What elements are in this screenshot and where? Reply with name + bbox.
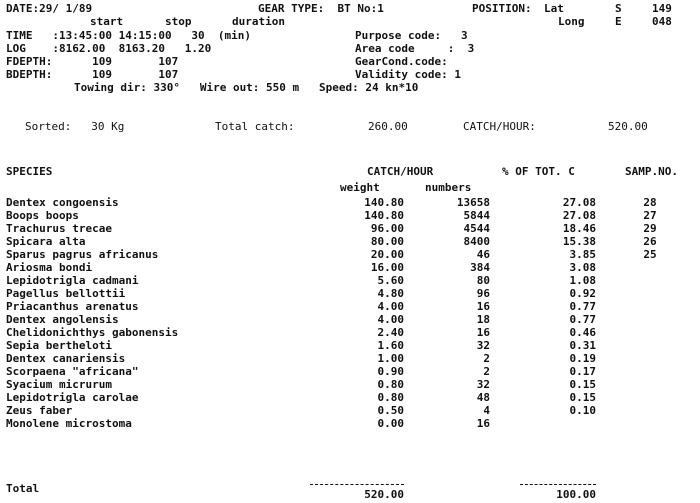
weight-value: 4.00 <box>377 313 404 326</box>
bdepth-line: BDEPTH: 109 107 <box>6 68 179 81</box>
col-pct-header: % OF TOT. C <box>502 165 575 178</box>
numbers-value: 32 <box>476 339 490 352</box>
numbers-value: 16 <box>476 417 490 430</box>
pct-value: 0.19 <box>569 352 596 365</box>
weight-value: 5.60 <box>377 274 404 287</box>
catch-hour-value: 520.00 <box>608 120 648 133</box>
species-name: Monolene microstoma <box>6 417 132 430</box>
numbers-value: 384 <box>470 261 490 274</box>
lat-label: Lat <box>544 2 564 15</box>
col-duration-label: duration <box>232 15 285 28</box>
species-name: Trachurus trecae <box>6 222 112 235</box>
pct-value: 0.77 <box>569 300 596 313</box>
pct-total-rule <box>520 484 596 485</box>
weight-value: 80.00 <box>370 235 404 248</box>
weight-value: 16.00 <box>370 261 404 274</box>
pct-value: 27.08 <box>562 209 596 222</box>
weight-value: 140.80 <box>364 209 404 222</box>
weight-value: 2.40 <box>377 326 404 339</box>
pct-value: 3.08 <box>569 261 596 274</box>
weight-value: 4.00 <box>377 300 404 313</box>
total-weight: 520.00 <box>364 488 404 501</box>
species-name: Dentex angolensis <box>6 313 119 326</box>
weight-value: 1.00 <box>377 352 404 365</box>
numbers-value: 2 <box>483 352 490 365</box>
col-stop-label: stop <box>165 15 192 28</box>
pct-value: 0.10 <box>569 404 596 417</box>
pct-value: 3.85 <box>569 248 596 261</box>
long-value: 048 <box>652 15 672 28</box>
numbers-value: 80 <box>476 274 490 287</box>
pct-value: 0.31 <box>569 339 596 352</box>
samp-no-value: 25 <box>643 248 657 261</box>
total-catch-value: 260.00 <box>368 120 408 133</box>
sorted-text: Sorted: 30 Kg <box>25 120 125 133</box>
numbers-value: 13658 <box>456 196 490 209</box>
species-name: Sepia bertheloti <box>6 339 112 352</box>
numbers-value: 16 <box>476 326 490 339</box>
gearcond-code: GearCond.code: <box>355 55 448 68</box>
towing-line: Towing dir: 330° Wire out: 550 m Speed: 24 kn*10 <box>74 81 419 94</box>
samp-no-value: 27 <box>643 209 657 222</box>
pct-value: 15.38 <box>562 235 596 248</box>
species-name: Sparus pagrus africanus <box>6 248 159 261</box>
numbers-value: 96 <box>476 287 490 300</box>
pct-value: 18.46 <box>562 222 596 235</box>
numbers-value: 2 <box>483 365 490 378</box>
species-name: Lepidotrigla carolae <box>6 391 139 404</box>
col-weight-header: weight <box>340 181 380 194</box>
species-name: Spicara alta <box>6 235 86 248</box>
gear-type-text: GEAR TYPE: BT No:1 <box>258 2 384 15</box>
total-catch-label: Total catch: <box>215 120 295 133</box>
numbers-value: 16 <box>476 300 490 313</box>
pct-value: 0.92 <box>569 287 596 300</box>
numbers-value: 48 <box>476 391 490 404</box>
long-label: Long <box>558 15 585 28</box>
weight-value: 0.80 <box>377 391 404 404</box>
species-name: Priacanthus arenatus <box>6 300 139 313</box>
weight-value: 0.50 <box>377 404 404 417</box>
numbers-value: 18 <box>476 313 490 326</box>
date-text: DATE:29/ 1/89 <box>6 2 93 15</box>
weight-value: 0.00 <box>377 417 404 430</box>
col-catch-hour-header: CATCH/HOUR <box>367 165 434 178</box>
pct-value: 0.17 <box>569 365 596 378</box>
species-name: Scorpaena "africana" <box>6 365 139 378</box>
samp-no-value: 29 <box>643 222 657 235</box>
numbers-value: 46 <box>476 248 490 261</box>
lat-value: 149 <box>652 2 672 15</box>
pct-value: 27.08 <box>562 196 596 209</box>
weight-total-rule <box>310 484 404 485</box>
numbers-value: 8400 <box>463 235 490 248</box>
pct-value: 0.77 <box>569 313 596 326</box>
validity-code: Validity code: 1 <box>355 68 461 81</box>
weight-value: 0.90 <box>377 365 404 378</box>
species-name: Syacium micrurum <box>6 378 112 391</box>
catch-hour-label: CATCH/HOUR: <box>463 120 536 133</box>
pct-value: 0.15 <box>569 378 596 391</box>
species-name: Ariosma bondi <box>6 261 93 274</box>
weight-value: 1.60 <box>377 339 404 352</box>
weight-value: 20.00 <box>370 248 404 261</box>
numbers-value: 4544 <box>463 222 490 235</box>
species-name: Dentex canariensis <box>6 352 126 365</box>
area-code: Area code : 3 <box>355 42 475 55</box>
col-species-header: SPECIES <box>6 165 53 178</box>
col-start-label: start <box>90 15 124 28</box>
numbers-value: 32 <box>476 378 490 391</box>
species-name: Lepidotrigla cadmani <box>6 274 139 287</box>
species-name: Zeus faber <box>6 404 73 417</box>
weight-value: 4.80 <box>377 287 404 300</box>
pct-value: 1.08 <box>569 274 596 287</box>
samp-no-value: 28 <box>643 196 657 209</box>
pct-value: 0.46 <box>569 326 596 339</box>
numbers-value: 5844 <box>463 209 490 222</box>
total-pct: 100.00 <box>556 488 596 501</box>
pct-value: 0.15 <box>569 391 596 404</box>
species-name: Chelidonichthys gabonensis <box>6 326 179 339</box>
species-name: Pagellus bellottii <box>6 287 126 300</box>
species-name: Dentex congoensis <box>6 196 119 209</box>
col-numbers-header: numbers <box>425 181 472 194</box>
col-samp-header: SAMP.NO. <box>625 165 678 178</box>
samp-no-value: 26 <box>643 235 657 248</box>
fdepth-line: FDEPTH: 109 107 <box>6 55 179 68</box>
purpose-code: Purpose code: 3 <box>355 29 468 42</box>
log-line: LOG :8162.00 8163.20 1.20 <box>6 42 212 55</box>
total-label: Total <box>6 482 40 495</box>
weight-value: 140.80 <box>364 196 404 209</box>
species-name: Boops boops <box>6 209 79 222</box>
time-line: TIME :13:45:00 14:15:00 30 (min) <box>6 29 252 42</box>
lat-hemisphere: S <box>615 2 622 15</box>
position-label: POSITION: <box>472 2 532 15</box>
numbers-value: 4 <box>483 404 490 417</box>
weight-value: 96.00 <box>370 222 404 235</box>
long-hemisphere: E <box>615 15 622 28</box>
weight-value: 0.80 <box>377 378 404 391</box>
